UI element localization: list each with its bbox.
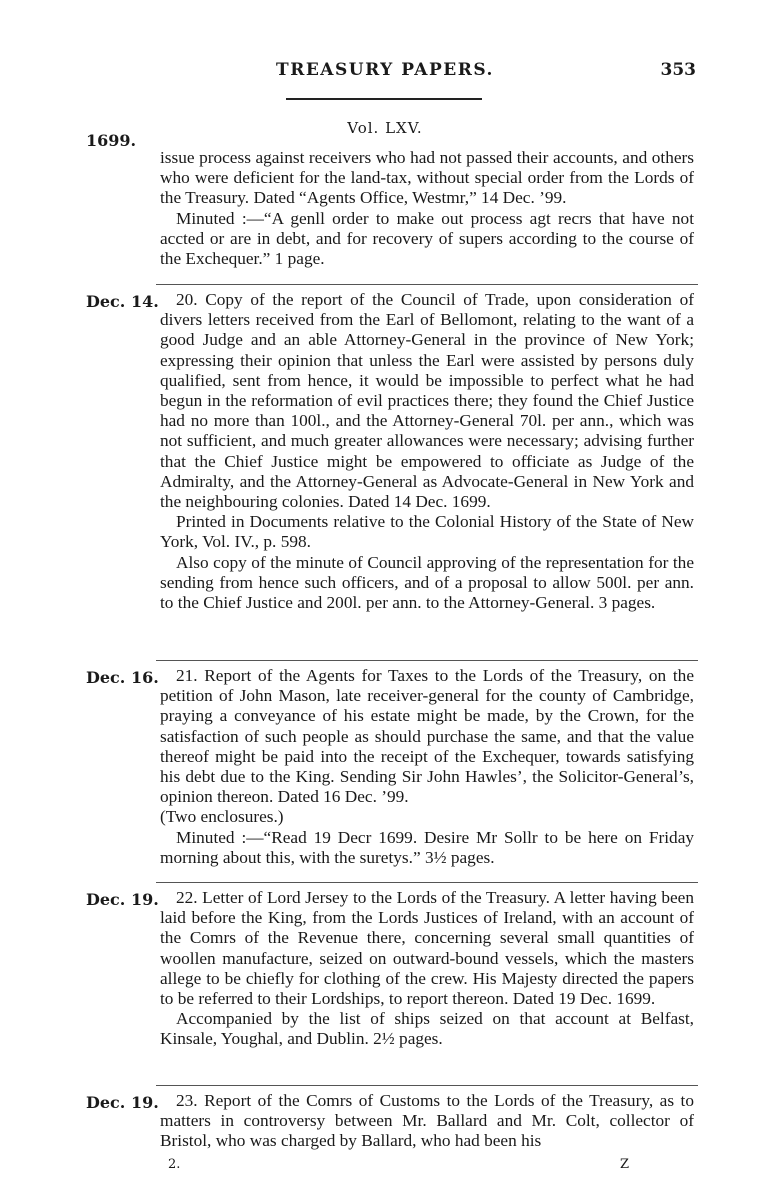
signature-mark: 2. <box>168 1157 181 1172</box>
entry-paragraph: 23. Report of the Comrs of Customs to the Lords of the Treasury, as to matters in controversy between Mr. Ballard and Mr. Colt, collector of Bristol, who was charged by Ballard, who had been his <box>160 1091 694 1151</box>
entry-paragraph: 21. Report of the Agents for Taxes to the Lords of the Treasury, on the petition of John Mason, late receiver-general for the county of Cambridge, praying a conveyance of his estate might be made, by the Crown, for the satisfaction of such people as should purchase the same, and that the value thereof might be paid into the receipt of the Exchequer, towards satisfying his debt due to the King. Sending Sir John Hawles’, the Solicitor-General’s, opinion thereon. Dated 16 Dec. ’99. <box>160 666 694 807</box>
header-rule <box>286 98 482 100</box>
entry-continuation <box>160 148 694 269</box>
margin-date: Dec. 16. <box>86 668 159 687</box>
entry-divider <box>156 882 698 883</box>
entry-20 <box>160 290 694 613</box>
margin-year: 1699. <box>86 131 137 150</box>
entry-paragraph: Minuted :—“A genll order to make out process agt recrs that have not accted or are in debt, and for recovery of supers according to the course of the Exchequer.” 1 page. <box>160 208 694 269</box>
entry-divider <box>156 1085 698 1086</box>
entry-22 <box>160 888 694 1050</box>
entry-divider <box>156 660 698 661</box>
entry-paragraph: issue process against receivers who had not passed their accounts, and others who were deficient for the land-tax, without special order from the Lords of the Treasury. Dated “Agents Office, Westmr,” 14 Dec. ’99. <box>160 148 694 208</box>
entry-paragraph: 20. Copy of the report of the Council of Trade, upon consideration of divers letters received from the Earl of Bellomont, relating to the want of a good Judge and an able Attorney-General in the province of New York; expressing their opinion that unless the Earl were assisted by persons duly qualified, sent from hence, it would be impossible to perfect what he had begun in the reformation of evil practices there; they found the Chief Justice had no more than 100l., and the Attorney-General 70l. per ann., which was not sufficient, and much greater allowances were necessary; advising further that the Chief Justice might be empowered to officiate as Judge of the Admiralty, and the Attorney-General as Advocate-General in New York and the neighbouring colonies. Dated 14 Dec. 1699. <box>160 290 694 512</box>
volume-heading: Vol. LXV. <box>347 119 423 137</box>
margin-date: Dec. 19. <box>86 890 159 909</box>
entry-paragraph: Also copy of the minute of Council approving of the representation for the sending from hence such officers, and of a proposal to allow 500l. per ann. to the Chief Justice and 200l. per ann. to the Attorney-General. 3 pages. <box>160 552 694 613</box>
margin-date: Dec. 14. <box>86 292 159 311</box>
entry-paragraph: (Two enclosures.) <box>160 807 284 827</box>
entry-23 <box>160 1091 694 1152</box>
entry-21 <box>160 666 694 868</box>
entry-paragraph: Printed in Documents relative to the Colonial History of the State of New York, Vol. IV., p. 598. <box>160 512 694 552</box>
entry-paragraph: Minuted :—“Read 19 Decr 1699. Desire Mr Sollr to be here on Friday morning about this, with the suretys.” 3½ pages. <box>160 827 694 867</box>
margin-date: Dec. 19. <box>86 1093 159 1112</box>
running-head: TREASURY PAPERS. <box>276 60 494 80</box>
signature-letter: Z <box>620 1157 630 1172</box>
entry-paragraph: 22. Letter of Lord Jersey to the Lords of the Treasury. A letter having been laid before the King, from the Lords Justices of Ireland, with an account of the Comrs of the Revenue there, concerning several small quantities of woollen manufacture, seized on outward-bound vessels, which the masters allege to be chiefly for clothing of the crew. His Majesty directed the papers to be referred to their Lordships, to report thereon. Dated 19 Dec. 1699. <box>160 888 694 1009</box>
entry-divider <box>156 284 698 285</box>
page-number: 353 <box>660 60 696 80</box>
entry-paragraph: Accompanied by the list of ships seized on that account at Belfast, Kinsale, Youghal, and Dublin. 2½ pages. <box>160 1009 694 1049</box>
